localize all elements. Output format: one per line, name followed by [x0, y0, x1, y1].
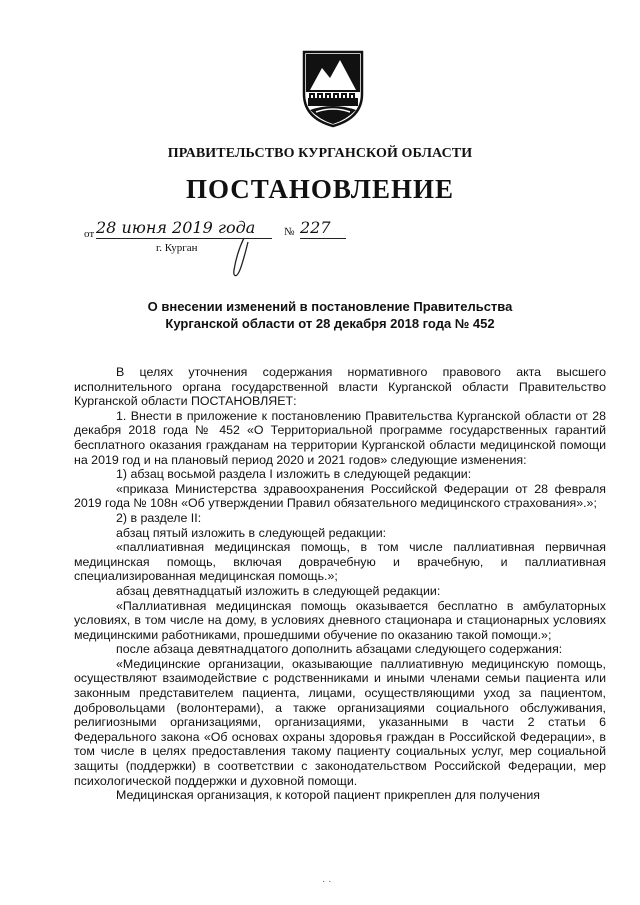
document-body [74, 365, 606, 803]
page-mark: · · [322, 876, 332, 887]
body-paragraph: после абзаца девятнадцатого дополнить абзацами следующего содержания: [116, 642, 563, 657]
body-paragraph: 1) абзац восьмой раздела I изложить в следующей редакции: [116, 467, 472, 482]
signature-icon [226, 236, 252, 280]
number-prefix: № [284, 226, 295, 238]
government-name: ПРАВИТЕЛЬСТВО КУРГАНСКОЙ ОБЛАСТИ [167, 146, 473, 161]
body-paragraph: 2) в разделе II: [116, 510, 202, 525]
body-paragraph: абзац пятый изложить в следующей редакции: [116, 525, 387, 540]
heading-line: Курганской области от 28 декабря 2018 года № 452 [165, 316, 495, 331]
document-type: ПОСТАНОВЛЕНИЕ [185, 174, 455, 204]
document-heading [60, 298, 600, 332]
body-paragraph: «Медицинские организации, оказывающие паллиативную медицинскую помощь, осуществляют взаимодействие с родственниками и иными членами семьи пациента или законным представителем пациента, лицами, осуществляющими уход за пациентом, добровольцами (волонтерами), а также организациями социального обслуживания, религиозными организациями, организациями, указанными в части 2 статьи 6 Федерального закона «Об основах охраны здоровья граждан в Российской Федерации», в том числе в целях предоставления такому пациенту социальных услуг, мер социальной защиты (поддержки) в соответствии с законодательством Российской Федерации, мер психологической поддержки и духовной помощи. [74, 656, 606, 788]
body-paragraph: В целях уточнения содержания нормативного правового акта высшего исполнительного органа государственной власти Курганской области Правительство Курганской области ПОСТАНОВЛЯЕТ: [74, 365, 606, 409]
date-prefix: от [84, 228, 95, 240]
heading-line: О внесении изменений в постановление Правительства [147, 299, 513, 314]
document-number: 227 [300, 218, 346, 239]
document-date: 28 июня 2019 года [96, 218, 272, 239]
body-paragraph: «паллиативная медицинская помощь, в том числе паллиативная первичная медицинская помощь, включая доврачебную и врачебную, и паллиативная специализированная медицинская помощь.»; [74, 540, 606, 584]
body-paragraph: «приказа Министерства здравоохранения Российской Федерации от 28 февраля 2019 года № 108н «Об утверждении Правил обязательного медицинского страхования».»; [74, 481, 606, 511]
body-paragraph: «Паллиативная медицинская помощь оказывается бесплатно в амбулаторных условиях, в том числе на дому, в условиях дневного стационара и стационарных условиях медицинскими работниками, прошедшими обучение по оказанию такой помощи.»; [74, 598, 606, 642]
body-paragraph: абзац девятнадцатый изложить в следующей редакции: [116, 583, 441, 598]
body-paragraph: Медицинская организация, к которой пациент прикреплен для получения [116, 788, 541, 803]
body-paragraph: 1. Внести в приложение к постановлению Правительства Курганской области от 28 декабря 2018 года № 452 «О Территориальной программе государственных гарантий бесплатного оказания гражданам на территории Курганской области медицинской помощи на 2019 год и на плановый период 2020 и 2021 годов» следующие изменения: [74, 408, 606, 467]
coat-of-arms-icon [300, 48, 366, 128]
document-city: г. Курган [156, 242, 198, 254]
